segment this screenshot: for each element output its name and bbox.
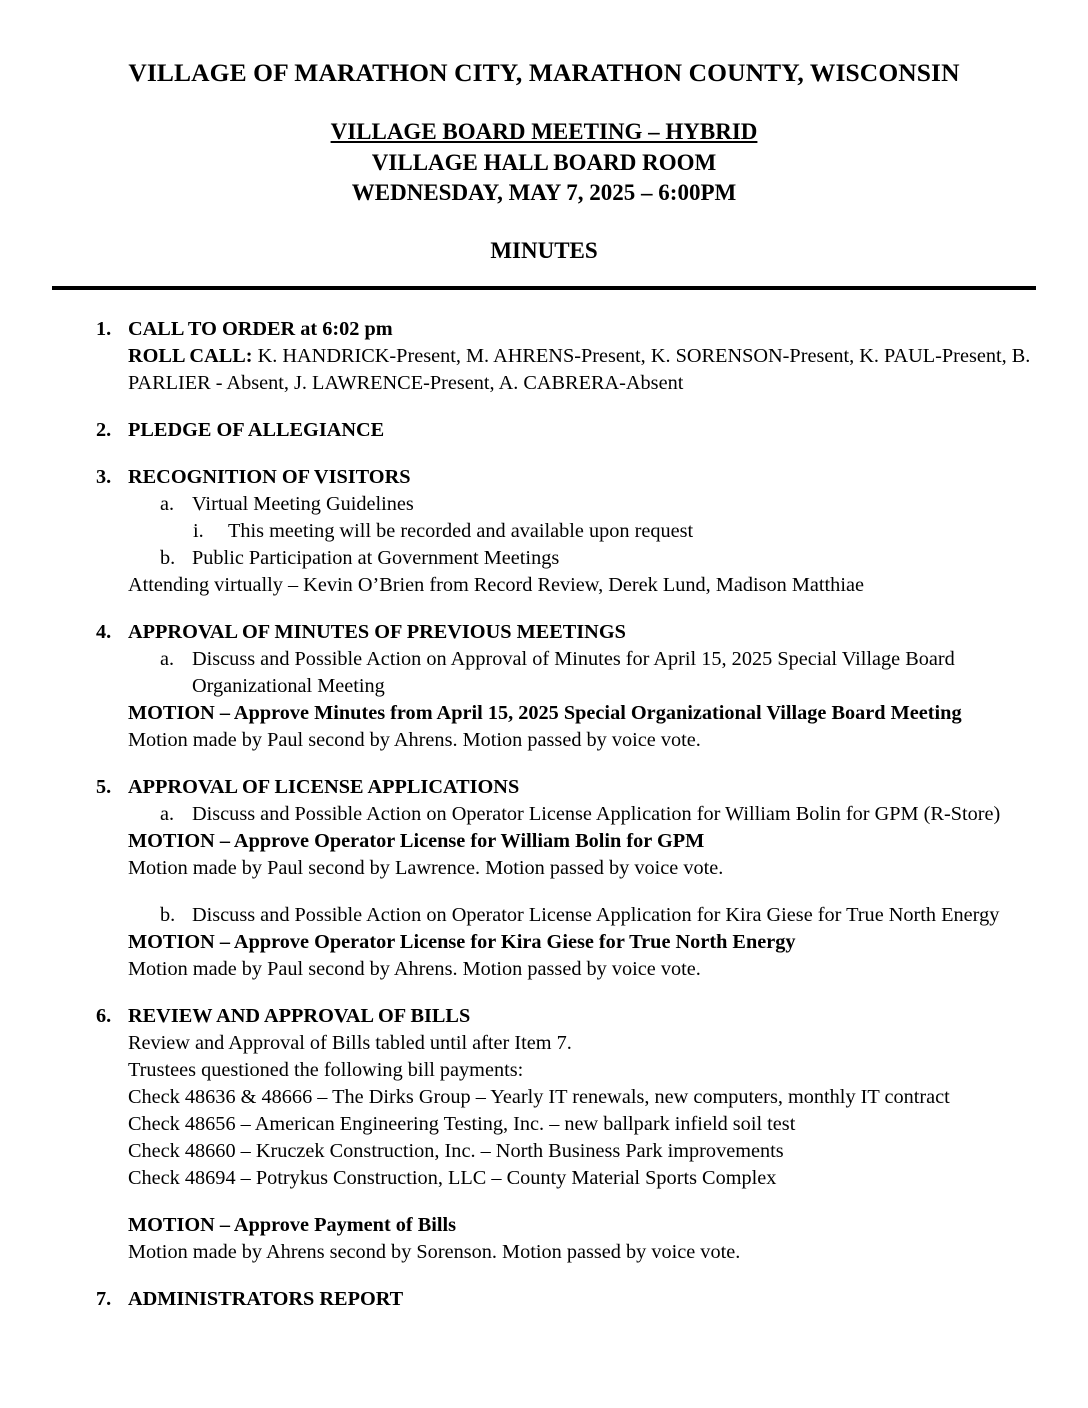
list-item-text: This meeting will be recorded and available upon request: [228, 520, 694, 543]
call-to-order-label: CALL TO ORDER: [128, 318, 296, 341]
meeting-datetime-line: WEDNESDAY, MAY 7, 2025 – 6:00PM: [351, 180, 737, 206]
meeting-location-line: VILLAGE HALL BOARD ROOM: [371, 149, 717, 175]
list-item-text: Virtual Meeting Guidelines: [192, 493, 414, 516]
motion-text: MOTION – Approve Operator License for Kira Giese for True North Energy: [128, 931, 796, 954]
section-approval-of-minutes: [52, 619, 1036, 754]
section-number: 3.: [96, 466, 112, 489]
section-approval-of-license-applications: [52, 774, 1036, 983]
minutes-body: [0, 316, 1088, 1313]
bill-line-item: Check 48694 – Potrykus Construction, LLC – County Material Sports Complex: [128, 1166, 777, 1189]
section-heading: APPROVAL OF LICENSE APPLICATIONS: [128, 776, 520, 799]
list-item-text: Discuss and Possible Action on Operator License Application for William Bolin for GPM (R-Store): [192, 803, 1001, 826]
list-item: [52, 491, 1036, 518]
list-item-text: Discuss and Possible Action on Operator License Application for Kira Giese for True North Energy: [192, 904, 1000, 927]
call-to-order-time: at 6:02 pm: [295, 318, 393, 341]
list-item: [52, 518, 1036, 545]
list-item: [52, 801, 1036, 828]
list-item-text: Public Participation at Government Meetings: [192, 547, 560, 570]
bill-line-item: Check 48660 – Kruczek Construction, Inc. – North Business Park improvements: [128, 1139, 784, 1162]
list-marker: b.: [160, 904, 176, 927]
roll-call-names: K. HANDRICK-Present, M. AHRENS-Present, K. SORENSON-Present, K. PAUL-Present, B. PARLIER - Absent, J. LAWRENCE-Present, A. CABRERA-Absent: [128, 345, 1031, 395]
section-administrators-report: [52, 1286, 1036, 1313]
motion-vote-result: Motion made by Ahrens second by Sorenson. Motion passed by voice vote.: [128, 1240, 741, 1263]
section-number: 1.: [96, 318, 112, 341]
motion-text: MOTION – Approve Payment of Bills: [128, 1213, 457, 1236]
list-item: [52, 646, 1036, 700]
list-marker: a.: [160, 493, 175, 516]
list-marker: i.: [193, 520, 204, 543]
attending-virtually-paragraph: Attending virtually – Kevin O’Brien from Record Review, Derek Lund, Madison Matthiae: [128, 574, 864, 597]
motion-text: MOTION – Approve Operator License for William Bolin for GPM: [128, 830, 705, 853]
list-marker: a.: [160, 648, 175, 671]
bill-line-item: Check 48656 – American Engineering Testing, Inc. – new ballpark infield soil test: [128, 1113, 796, 1135]
document-header: [0, 0, 1088, 264]
section-call-to-order: [52, 316, 1036, 397]
roll-call-label: ROLL CALL:: [128, 345, 253, 368]
list-item-text: Discuss and Possible Action on Approval of Minutes for April 15, 2025 Special Village Board Organizational Meeting: [192, 648, 955, 698]
section-pledge-of-allegiance: [52, 417, 1036, 444]
section-heading-row: [52, 1003, 1036, 1030]
section-number: 6.: [96, 1005, 112, 1028]
section-heading-row: [52, 316, 1036, 343]
page-title: VILLAGE OF MARATHON CITY, MARATHON COUNTY, WISCONSIN: [128, 58, 960, 87]
section-heading: RECOGNITION OF VISITORS: [128, 466, 411, 489]
section-heading: REVIEW AND APPROVAL OF BILLS: [128, 1005, 471, 1028]
meeting-subtitle-block: [0, 117, 1088, 208]
list-item: [52, 545, 1036, 572]
list-marker: b.: [160, 547, 176, 570]
section-number: 4.: [96, 621, 112, 644]
motion-vote-result: Motion made by Paul second by Ahrens. Motion passed by voice vote.: [128, 729, 701, 752]
motion-vote-result: Motion made by Paul second by Ahrens. Motion passed by voice vote.: [128, 958, 701, 981]
section-heading-row: [52, 774, 1036, 801]
section-heading-row: [52, 417, 1036, 444]
section-number: 2.: [96, 419, 112, 442]
roll-call-paragraph: [52, 343, 1036, 397]
paragraph-spacer: [52, 882, 1036, 902]
motion-vote-result: Motion made by Paul second by Lawrence. Motion passed by voice vote.: [128, 857, 724, 880]
document-type-label: MINUTES: [490, 238, 598, 264]
section-heading-row: [52, 1286, 1036, 1313]
section-heading-row: [52, 464, 1036, 491]
section-recognition-of-visitors: [52, 464, 1036, 599]
bills-questioned-note: Trustees questioned the following bill payments:: [128, 1059, 524, 1082]
list-item: [52, 902, 1036, 929]
section-review-and-approval-of-bills: [52, 1003, 1036, 1266]
bills-tabled-note: Review and Approval of Bills tabled until after Item 7.: [128, 1032, 572, 1055]
section-heading: APPROVAL OF MINUTES OF PREVIOUS MEETINGS: [128, 621, 626, 644]
motion-text: MOTION – Approve Minutes from April 15, 2025 Special Organizational Village Board Meeting: [128, 702, 962, 725]
header-divider: [52, 286, 1036, 290]
paragraph-spacer: [52, 1192, 1036, 1212]
section-heading-row: [52, 619, 1036, 646]
bill-line-item: Check 48636 & 48666 – The Dirks Group – Yearly IT renewals, new computers, monthly IT contract: [128, 1086, 950, 1109]
list-marker: a.: [160, 803, 175, 826]
section-heading: ADMINISTRATORS REPORT: [128, 1287, 404, 1310]
section-heading: [128, 316, 1036, 343]
meeting-type-text: VILLAGE BOARD MEETING – HYBRID: [330, 119, 758, 145]
section-heading: PLEDGE OF ALLEGIANCE: [128, 419, 385, 442]
section-number: 5.: [96, 776, 112, 799]
section-number: 7.: [96, 1287, 112, 1310]
meeting-type-line: [0, 117, 1088, 147]
